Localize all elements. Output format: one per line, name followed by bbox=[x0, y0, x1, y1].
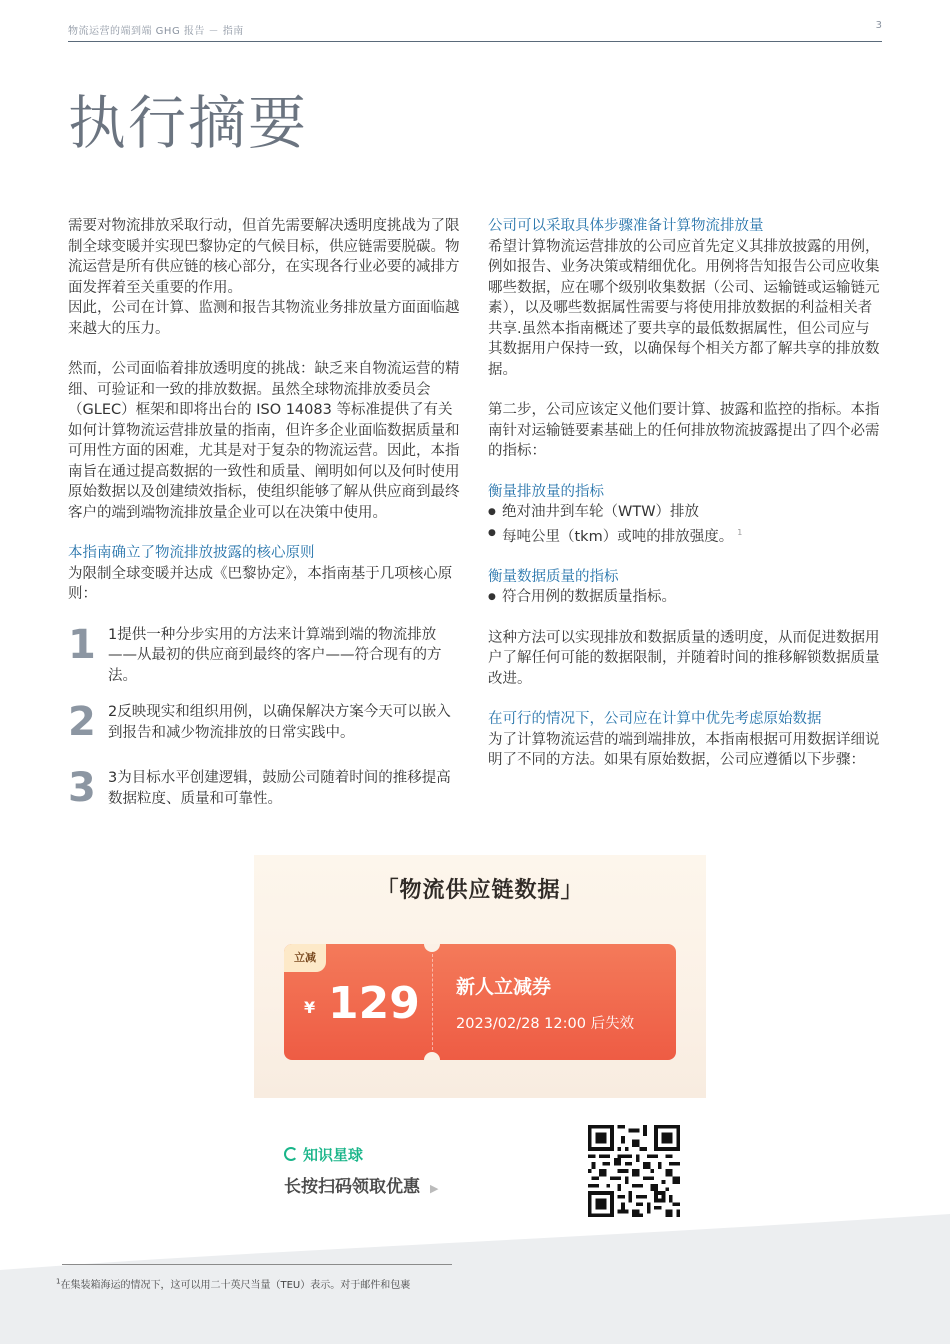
principle-number: 3 bbox=[68, 765, 96, 811]
principle-item bbox=[68, 621, 462, 687]
brand-label: 知识星球 bbox=[284, 1144, 363, 1165]
coupon-divider bbox=[432, 954, 433, 1050]
steps-paragraph-1: 希望计算物流运营排放的公司应首先定义其排放披露的用例，例如报告、业务决策或精细优化。用例将告知报告公司应收集哪些数据，应在哪个级别收集数据（公司、运输链或运输链元素），以及哪些数据属性需要与将使用排放数据的利益相关者共享.虽然本指南概述了要共享的最低数据属性，但公司应与其数据用户保持一致，以确保每个相关方都了解共享的排放数据。 bbox=[488, 238, 880, 378]
list-item: ● 每吨公里（tkm）或吨的排放强度。 $^1$ bbox=[488, 523, 882, 547]
principle-item bbox=[68, 765, 462, 818]
coupon-amount: 129 bbox=[328, 978, 420, 1029]
principle-text: 3为目标水平创建逻辑，鼓励公司随着时间的推移提高数据粒度、质量和可靠性。 bbox=[108, 770, 451, 807]
principle-text: 2反映现实和组织用例，以确保解决方案今天可以嵌入到报告和减少物流排放的日常实践中。 bbox=[108, 704, 451, 741]
coupon-card[interactable] bbox=[284, 944, 676, 1060]
scan-cta[interactable]: 长按扫码领取优惠 ▶ bbox=[284, 1177, 439, 1197]
footnote bbox=[56, 1276, 456, 1290]
principles-heading: 本指南确立了物流排放披露的核心原则 bbox=[68, 545, 315, 561]
principle-number: 1 bbox=[68, 621, 96, 668]
principle-item bbox=[68, 699, 462, 752]
intro-paragraph-2: 因此，公司在计算、监测和报告其物流业务排放量方面面临越来越大的压力。 bbox=[68, 300, 460, 337]
footnote-marker: 1 bbox=[56, 1277, 61, 1286]
steps-paragraph-2: 第二步，公司应该定义他们要计算、披露和监控的指标。本指南针对运输链要素基础上的任何排放物流披露提出了四个必需的指标： bbox=[488, 402, 880, 459]
footnote-ref: 1 bbox=[737, 527, 743, 537]
list-item: ● 符合用例的数据质量指标。 bbox=[488, 587, 882, 608]
principle-number: 2 bbox=[68, 699, 96, 745]
primary-data-paragraph: 为了计算物流运营的端到端排放，本指南根据可用数据详细说明了不同的方法。如果有原始数据，公司应遵循以下步骤： bbox=[488, 731, 880, 769]
footnote-text: 在集装箱海运的情况下，这可以用二十英尺当量（TEU）表示。对于邮件和包裹 bbox=[60, 1280, 411, 1290]
emissions-metrics-list bbox=[488, 502, 882, 547]
coupon-currency: ¥ bbox=[304, 998, 316, 1017]
qr-code-icon[interactable] bbox=[588, 1125, 680, 1217]
coupon-tag: 立减 bbox=[284, 944, 326, 972]
principles-list bbox=[68, 621, 462, 819]
steps-heading: 公司可以采取具体步骤准备计算物流排放量 bbox=[488, 218, 764, 234]
coupon-name: 新人立减券 bbox=[456, 976, 552, 998]
primary-data-heading: 在可行的情况下，公司应在计算中优先考虑原始数据 bbox=[488, 711, 822, 728]
promo-banner[interactable] bbox=[254, 855, 706, 1098]
quality-metrics-heading: 衡量数据质量的指标 bbox=[488, 568, 619, 585]
intro-paragraph-1: 需要对物流排放采取行动，但首先需要解决透明度挑战为了限制全球变暖并实现巴黎协定的气候目标，供应链需要脱碳。物流运营是所有供应链的核心部分，在实现各行业必要的减排方面发挥着至关重要的作用。 bbox=[68, 218, 460, 296]
principles-intro: 为限制全球变暖并达成《巴黎协定》，本指南基于几项核心原则： bbox=[68, 565, 453, 602]
breadcrumb: 物流运营的端到端 GHG 报告 － 指南 bbox=[68, 26, 244, 37]
page-header bbox=[68, 18, 882, 42]
list-item: ● 绝对油井到车轮（WTW）排放 bbox=[488, 502, 882, 523]
challenge-paragraph: 然而，公司面临着排放透明度的挑战：缺乏来自物流运营的精细、可验证和一致的排放数据。虽然全球物流排放委员会（GLEC）框架和即将出台的 ISO 14083 等标准提供了有关如何计算物流运营排放量的指南，但许多企业面临数据质量和可用性方面的困难，尤其是对于复杂的物流运营。因此，本指南旨在通过提高数据的一致性和质量、阐明如何以及何时使用原始数据以及创建绩效指标，使组织能够了解从供应商到最终客户的端到端物流排放量企业可以在决策中使用。 bbox=[68, 361, 460, 521]
planet-logo-icon bbox=[284, 1147, 298, 1161]
coupon-expiry: 2023/02/28 12:00 后失效 bbox=[456, 1016, 635, 1032]
page-number: 3 bbox=[875, 20, 882, 31]
transparency-paragraph: 这种方法可以实现排放和数据质量的透明度，从而促进数据用户了解任何可能的数据限制，并随着时间的推移解锁数据质量改进。 bbox=[488, 629, 880, 687]
quality-metrics-list bbox=[488, 587, 882, 608]
left-column bbox=[68, 216, 462, 834]
principle-text: 1提供一种分步实用的方法来计算端到端的物流排放——从最初的供应商到最终的客户——符合现有的方法。 bbox=[108, 626, 442, 684]
right-column bbox=[488, 216, 882, 771]
promo-title: 「物流供应链数据」 bbox=[376, 878, 584, 903]
chevron-right-icon: ▶ bbox=[430, 1182, 439, 1195]
emissions-metrics-heading: 衡量排放量的指标 bbox=[488, 483, 604, 500]
page-title: 执行摘要 bbox=[68, 89, 309, 157]
footnote-divider bbox=[62, 1264, 452, 1265]
